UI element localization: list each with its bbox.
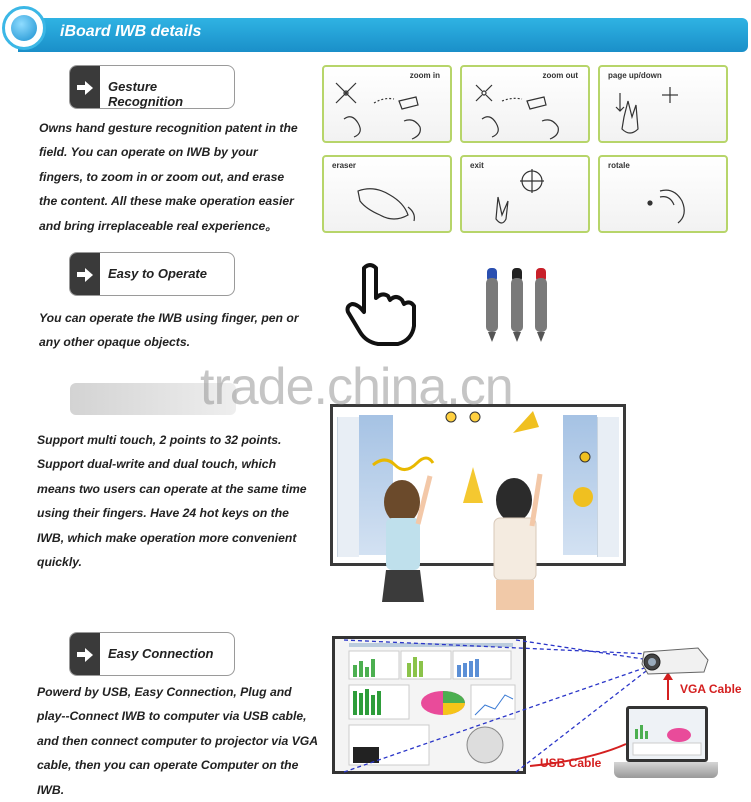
feature-multi-touch-text: Support multi touch, 2 points to 32 points. Support dual-write and dual touch, which means two users can operate at the same time using their fingers. Have 24 hot keys on the IWB, which make operation more convenient quickly. xyxy=(37,433,307,570)
feature-gesture-recognition-text: Owns hand gesture recognition patent in the field. You can operate on IWB by your fingers, to zoom in or zoom out, and erase the content. All these make operation easier and bring irreplaceable real experience。 xyxy=(39,121,298,233)
feature-gesture-recognition-label: Gesture Recognition xyxy=(108,79,184,109)
feature-easy-connection-label: Easy Connection xyxy=(108,646,214,661)
laptop-keyboard xyxy=(614,762,718,778)
gesture-label: exit xyxy=(470,161,484,170)
usb-cable-label: USB Cable xyxy=(540,756,602,770)
gesture-label: eraser xyxy=(332,161,357,170)
laptop-screen xyxy=(626,706,708,762)
feature-easy-connection-text: Powerd by USB, Easy Connection, Plug and play--Connect IWB to computer via USB cable, and then connect computer to projector via VGA cable, then you can operate Computer on the IWB. xyxy=(37,685,319,797)
projector-icon xyxy=(638,638,710,678)
gesture-label: zoom out xyxy=(542,71,578,80)
feature-easy-to-operate-text: You can operate the IWB using finger, pen or any other opaque objects. xyxy=(39,311,299,350)
vga-cable-label: VGA Cable xyxy=(680,682,742,696)
watermark: trade.china.cn xyxy=(200,358,513,416)
gesture-label: page up/down xyxy=(608,71,662,80)
feature-easy-to-operate-label: Easy to Operate xyxy=(108,266,207,281)
gesture-label: zoom in xyxy=(409,71,440,80)
page-title: iBoard IWB details xyxy=(60,23,202,40)
gesture-label: rotale xyxy=(608,161,630,170)
